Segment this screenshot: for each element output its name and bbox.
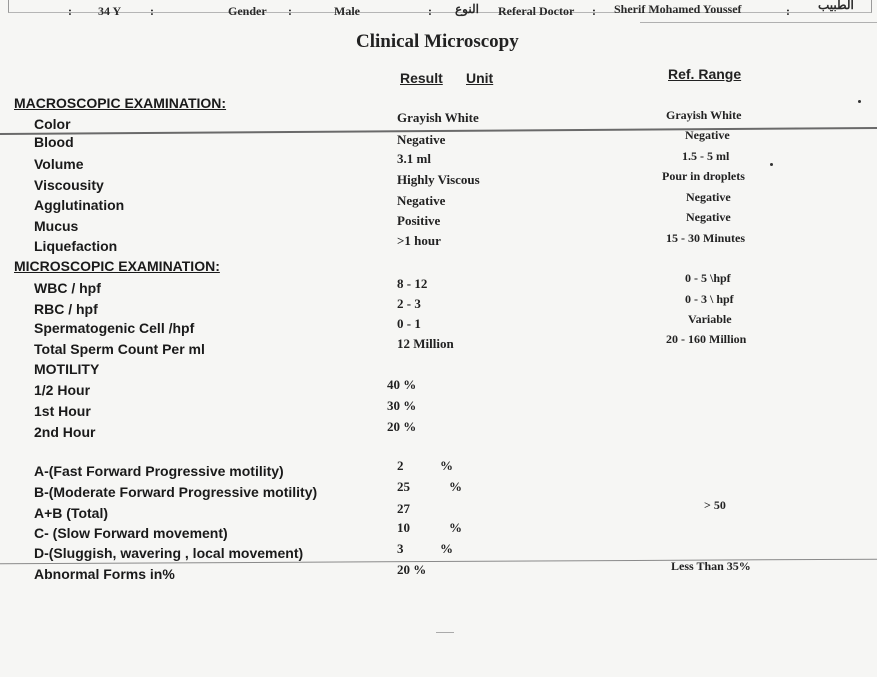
- color-result: Grayish White: [397, 110, 479, 125]
- abnormal-forms-value: 20 %: [397, 562, 427, 577]
- total-sperm-count-result: 12 Million: [397, 336, 454, 351]
- volume-label: Volume: [34, 156, 84, 172]
- mucus-label: Mucus: [34, 218, 79, 234]
- liquefaction-range: 15 - 30 Minutes: [666, 231, 745, 245]
- grade-b-unit: %: [449, 479, 462, 494]
- wbc-label: WBC / hpf: [34, 280, 101, 296]
- motility-second-hour-result: 20 %: [387, 419, 417, 434]
- scan-speck: [770, 163, 773, 166]
- wbc-range: 0 - 5 \hpf: [685, 271, 731, 285]
- grade-b-value: 25: [397, 479, 410, 494]
- paper-fold-line: [640, 22, 877, 23]
- page-title: Clinical Microscopy: [356, 31, 519, 52]
- header-strip-border: [8, 0, 872, 13]
- motility-first-hour-result: 30 %: [387, 398, 417, 413]
- type-label-arabic: النوع: [455, 2, 479, 16]
- grade-a-label: A-(Fast Forward Progressive motility): [34, 463, 284, 479]
- volume-result: 3.1 ml: [397, 151, 431, 166]
- motility-half-hour-label: 1/2 Hour: [34, 382, 91, 398]
- age-colon-right: :: [150, 4, 154, 18]
- grade-d-label: D-(Sluggish, wavering , local movement): [34, 545, 304, 561]
- column-header-result: Result: [400, 70, 443, 86]
- scan-smudge: [436, 632, 454, 633]
- viscousity-range: Pour in droplets: [662, 169, 745, 183]
- mucus-result: Positive: [397, 213, 441, 228]
- motility-second-hour-label: 2nd Hour: [34, 424, 96, 440]
- scan-speck: [858, 100, 861, 103]
- abnormal-forms-label: Abnormal Forms in%: [34, 566, 175, 582]
- viscousity-result: Highly Viscous: [397, 172, 480, 187]
- grade-c-label: C- (Slow Forward movement): [34, 525, 228, 541]
- gender-label: Gender: [228, 4, 267, 18]
- rbc-result: 2 - 3: [397, 296, 421, 311]
- blood-result: Negative: [397, 132, 446, 147]
- spermatogenic-cell-label: Spermatogenic Cell /hpf: [34, 320, 195, 336]
- total-sperm-count-range: 20 - 160 Million: [666, 332, 747, 346]
- referal-doctor-label: Referal Doctor: [498, 4, 575, 18]
- agglutination-result: Negative: [397, 193, 446, 208]
- grade-c-unit: %: [449, 520, 462, 535]
- volume-range: 1.5 - 5 ml: [682, 149, 730, 163]
- viscousity-label: Viscousity: [34, 177, 104, 193]
- spermatogenic-cell-result: 0 - 1: [397, 316, 421, 331]
- motility-half-hour-result: 40 %: [387, 377, 417, 392]
- age-colon-left: :: [68, 4, 72, 18]
- rbc-range: 0 - 3 \ hpf: [685, 292, 734, 306]
- agglutination-range: Negative: [686, 190, 731, 204]
- total-sperm-count-label: Total Sperm Count Per ml: [34, 341, 205, 357]
- color-label: Color: [34, 116, 71, 132]
- wbc-result: 8 - 12: [397, 276, 428, 291]
- referal-colon: :: [592, 4, 596, 18]
- grade-d-unit: %: [440, 541, 453, 556]
- grade-ab-total-value: 27: [397, 501, 410, 516]
- column-header-ref-range: Ref. Range: [668, 66, 742, 82]
- age-value: 34 Y: [98, 4, 122, 18]
- blood-label: Blood: [34, 134, 74, 150]
- microscopic-heading: MICROSCOPIC EXAMINATION:: [14, 258, 220, 274]
- motility-first-hour-label: 1st Hour: [34, 403, 91, 419]
- liquefaction-result: >1 hour: [397, 233, 441, 248]
- liquefaction-label: Liquefaction: [34, 238, 118, 254]
- doctor-colon: :: [786, 4, 790, 18]
- gender-value: Male: [334, 4, 360, 18]
- motility-heading: MOTILITY: [34, 361, 100, 377]
- grade-c-value: 10: [397, 520, 410, 535]
- referal-doctor-name: Sherif Mohamed Youssef: [614, 2, 742, 16]
- color-range: Grayish White: [666, 108, 742, 122]
- abnormal-forms-range: Less Than 35%: [671, 559, 751, 573]
- doctor-label-arabic: الطبيب: [818, 0, 854, 12]
- column-header-unit: Unit: [466, 70, 494, 86]
- grade-d-value: 3: [397, 541, 404, 556]
- spermatogenic-cell-range: Variable: [688, 312, 732, 326]
- gender-colon: :: [288, 4, 292, 18]
- grade-ab-total-label: A+B (Total): [34, 505, 109, 521]
- grade-b-label: B-(Moderate Forward Progressive motility): [34, 484, 318, 500]
- grade-a-value: 2: [397, 458, 404, 473]
- grade-a-unit: %: [440, 458, 453, 473]
- rbc-label: RBC / hpf: [34, 301, 98, 317]
- grade-ab-total-range: > 50: [704, 498, 726, 512]
- mucus-range: Negative: [686, 210, 731, 224]
- type-colon: :: [428, 4, 432, 18]
- agglutination-label: Agglutination: [34, 197, 125, 213]
- macroscopic-heading: MACROSCOPIC EXAMINATION:: [14, 95, 227, 111]
- blood-range: Negative: [685, 128, 730, 142]
